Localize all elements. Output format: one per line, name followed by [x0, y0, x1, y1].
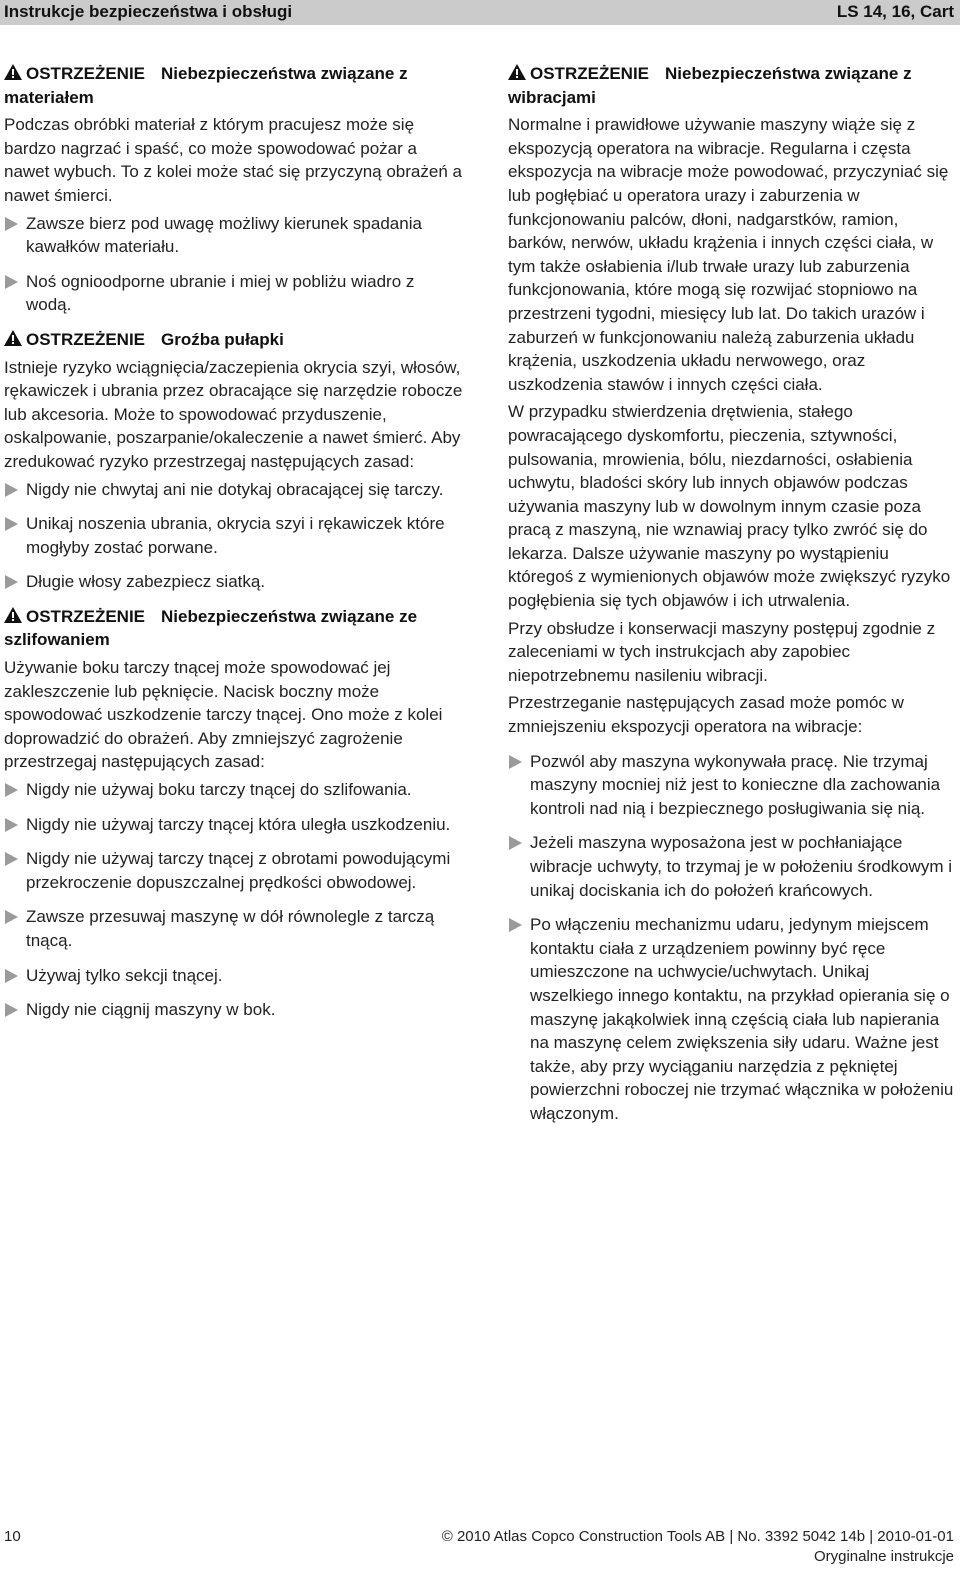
bullet-arrow-icon: [5, 1003, 18, 1017]
original-instructions-label: Oryginalne instrukcje: [813, 1548, 954, 1565]
warning-keyword: OSTRZEŻENIE: [530, 64, 650, 83]
warning-keyword: OSTRZEŻENIE: [26, 606, 146, 626]
left-column: [4, 62, 464, 1033]
warning-paragraph: W przypadku stwierdzenia drętwienia, stałego powracającego dyskomfortu, pieczenia, sztywności, pulsowania, mrowienia, bólu, niezdarności, osłabienia uchwytu, bladości skóry lub innych objawów podczas używania maszyny lub w dowolnym innym czasie poza pracą z maszyną, nie wznawiaj pracy tylko zwróć się do lekarza. Dalsze używanie maszyny po wystąpieniu któregoś z wymienionych objawów może zwiększyć ryzyko pogłębienia się tych objawów i ich utrwalenia.: [508, 402, 951, 611]
warning-vibration-section: [508, 62, 956, 1126]
warning-trap-section: [4, 328, 464, 594]
warning-heading: Groźba pułapki: [161, 329, 284, 349]
warning-heading: Niebezpieczeństwa związane z materiałem: [4, 64, 408, 107]
warning-paragraph: Przy obsłudze i konserwacji maszyny postępuj zgodnie z zaleceniami w tych instrukcjach aby zapobiec niepotrzebnemu nasileniu wibracji.: [508, 618, 936, 685]
copyright-line: © 2010 Atlas Copco Construction Tools AB | No. 3392 5042 14b | 2010-01-01: [441, 1528, 954, 1545]
bullet-item: Noś ognioodporne ubranie i miej w pobliżu wiadro z wodą.: [4, 270, 464, 317]
warning-text: Używanie boku tarczy tnącej może spowodować jej zakleszczenie lub pęknięcie. Nacisk boczny może spowodować uszkodzenie tarczy tnącej. Ono może z kolei doprowadzić do obrażeń. Aby zmniejszyć zagrożenie przestrzegaj następujących zasad:: [4, 658, 443, 772]
bullet-arrow-icon: [5, 275, 18, 289]
bullet-arrow-icon: [5, 517, 18, 531]
warning-title: [4, 605, 464, 652]
bullet-arrow-icon: [5, 818, 18, 832]
warning-material-section: [4, 62, 464, 317]
bullet-item: Nigdy nie używaj tarczy tnącej która uległa uszkodzeniu.: [4, 813, 464, 837]
bullet-arrow-icon: [5, 575, 18, 589]
bullet-arrow-icon: [5, 483, 18, 497]
header-model: LS 14, 16, Cart: [836, 2, 954, 21]
bullet-item: Nigdy nie używaj boku tarczy tnącej do szlifowania.: [4, 778, 464, 802]
bullet-item: Po włączeniu mechanizmu udaru, jedynym miejscem kontaktu ciała z urządzeniem powinny być ręce umieszczone na uchwycie/uchwytach. Unikaj wszelkiego innego kontaktu, na przykład opierania się o maszynę jakąkolwiek inną częścią ciała lub napierania na maszynę celem zwiększenia siły udaru. Ważne jest także, aby przy wyciąganiu narzędzia z pękniętej powierzchni roboczej nie trzymać włącznika w położeniu włączonym.: [508, 913, 956, 1125]
bullet-item: Nigdy nie używaj tarczy tnącej z obrotami powodującymi przekroczenie dopuszczalnej prędkości obwodowej.: [4, 847, 464, 894]
warning-title: [508, 62, 956, 109]
warning-heading: Niebezpieczeństwa związane ze szlifowaniem: [4, 606, 418, 650]
right-column: [508, 62, 956, 1137]
warning-title: [4, 328, 464, 352]
warning-triangle-icon: [4, 607, 22, 623]
warning-paragraph: Przestrzeganie następujących zasad może pomóc w zmniejszeniu ekspozycji operatora na wibracje:: [508, 693, 904, 737]
page-number: 10: [4, 1528, 21, 1545]
bullet-arrow-icon: [509, 918, 522, 932]
bullet-arrow-icon: [5, 783, 18, 797]
bullet-item: Unikaj noszenia ubrania, okrycia szyi i rękawiczek które mogłyby zostać porwane.: [4, 512, 464, 559]
bullet-arrow-icon: [5, 852, 18, 866]
bullet-arrow-icon: [509, 755, 522, 769]
warning-text: Istnieje ryzyko wciągnięcia/zaczepienia okrycia szyi, włosów, rękawiczek i ubrania przez obracające się narzędzie robocze lub akcesoria. Może to spowodować przyduszenie, oskalpowanie, poszarpanie/okaleczenie a nawet śmierć. Aby zredukować ryzyko przestrzegaj następujących zasad:: [4, 357, 463, 471]
warning-text: Podczas obróbki materiał z którym pracujesz może się bardzo nagrzać i spaść, co może spowodować pożar a nawet wybuch. To z kolei może stać się przyczyną obrażeń a nawet śmierci.: [4, 115, 462, 205]
bullet-item: Nigdy nie chwytaj ani nie dotykaj obracającej się tarczy.: [4, 478, 464, 502]
bullet-arrow-icon: [5, 910, 18, 924]
warning-triangle-icon: [508, 64, 526, 80]
warning-keyword: OSTRZEŻENIE: [26, 64, 146, 83]
bullet-arrow-icon: [5, 217, 18, 231]
bullet-item: Zawsze bierz pod uwagę możliwy kierunek spadania kawałków materiału.: [4, 212, 464, 259]
bullet-arrow-icon: [509, 836, 522, 850]
bullet-item: Zawsze przesuwaj maszynę w dół równolegle z tarczą tnącą.: [4, 905, 464, 952]
bullet-item: Używaj tylko sekcji tnącej.: [4, 964, 464, 988]
warning-keyword: OSTRZEŻENIE: [26, 329, 146, 349]
page-header: [0, 0, 960, 25]
bullet-item: Nigdy nie ciągnij maszyny w bok.: [4, 998, 464, 1022]
warning-triangle-icon: [4, 330, 22, 346]
bullet-item: Pozwól aby maszyna wykonywała pracę. Nie trzymaj maszyny mocniej niż jest to konieczne dla zachowania kontroli nad nią i bezpiecznego posługiwania się nią.: [508, 750, 956, 821]
warning-triangle-icon: [4, 64, 22, 80]
bullet-item: Długie włosy zabezpiecz siatką.: [4, 570, 464, 594]
warning-grinding-section: [4, 605, 464, 1022]
header-title: Instrukcje bezpieczeństwa i obsługi: [4, 2, 293, 21]
bullet-item: Jeżeli maszyna wyposażona jest w pochłaniające wibracje uchwyty, to trzymaj je w położeniu środkowym i unikaj dociskania ich do położeń krańcowych.: [508, 831, 956, 902]
warning-heading: Niebezpieczeństwa związane z wibracjami: [508, 64, 912, 107]
bullet-arrow-icon: [5, 969, 18, 983]
warning-title: [4, 62, 464, 109]
warning-paragraph: Normalne i prawidłowe używanie maszyny wiąże się z ekspozycją operatora na wibracje. Regularna i częsta ekspozycja na wibracje może powodować, przyczyniać się lub pogłębiać u operatora urazy i zaburzenia w funkcjonowaniu palców, dłoni, nadgarstków, ramion, barków, nerwów, układu krążenia i innych części ciała, w tym także osłabienia i/lub trwałe urazy lub zaburzenia funkcjonowania, które mogą się rozwijać stopniowo na przestrzeni tygodni, miesięcy lub lat. Do takich urazów i zaburzeń w funkcjonowaniu należą zaburzenia układu krążenia, uszkodzenia układu nerwowego, oraz uszkodzenia stawów i innych części ciała.: [508, 115, 949, 394]
